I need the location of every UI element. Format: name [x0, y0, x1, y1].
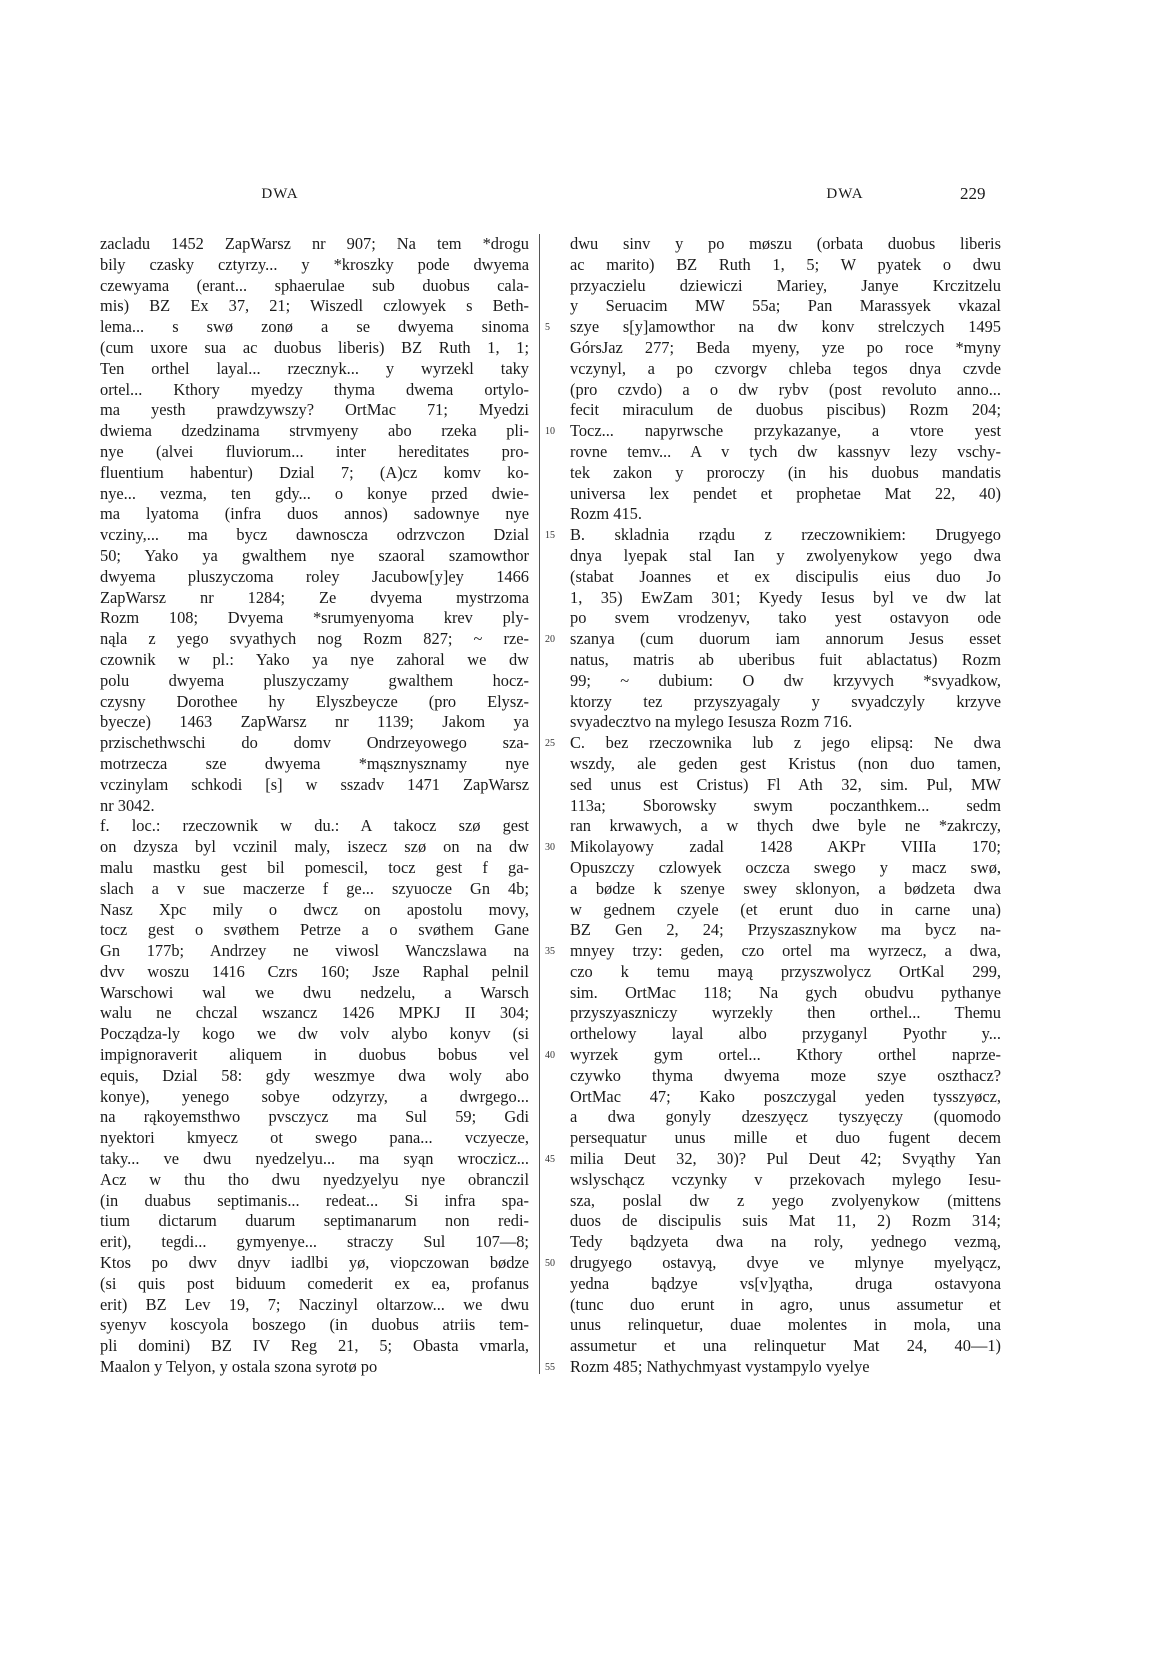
text-line: a bødze k szenye swey sklonyon, a bødzeta dwa	[570, 878, 1001, 898]
text-line: assumetur et una relinquetur Mat 24, 40—1)	[570, 1336, 1001, 1356]
text-line: on dzysza byl vczinil maly, iszecz szø on na dw	[100, 837, 529, 857]
text-line: przyaczielu dziewiczi Mariey, Janye Krczitzelu	[570, 275, 1001, 295]
text-line: pli domini) BZ IV Reg 21, 5; Obasta vmarla,	[100, 1336, 529, 1356]
text-line: duos de discipulis suis Mat 11, 2) Rozm 314;	[570, 1211, 1001, 1231]
line-number: 10	[545, 426, 555, 438]
text-line: ZapWarsz nr 1284; Ze dvyema mystrzoma	[100, 587, 529, 607]
text-line: na rąkoyemsthwo pvsczycz ma Sul 59; Gdi	[100, 1107, 529, 1127]
text-line: malu mastku gest bil pomescil, tocz gest f ga-	[100, 857, 529, 877]
text-line: byecze) 1463 ZapWarsz nr 1139; Jakom ya	[100, 712, 529, 732]
text-line: ac marito) BZ Ruth 1, 5; W pyatek o dwu	[570, 254, 1001, 274]
text-line: Opuszczy czlowyek oczcza swego y macz swø,	[570, 857, 1001, 877]
text-line: unus relinquetur, duae molentes in mola, una	[570, 1315, 1001, 1335]
text-line: wyrzek gym ortel... Kthory orthel naprze-	[570, 1045, 1001, 1065]
text-line: (tunc duo erunt in agro, unus assumetur et	[570, 1294, 1001, 1314]
text-line: (si quis post biduum comederit ex ea, profanus	[100, 1273, 529, 1293]
text-line: erit) BZ Lev 19, 7; Naczinyl oltarzow... we dwu	[100, 1294, 529, 1314]
text-line: ma yesth prawdzywszy? OrtMac 71; Myedzi	[100, 400, 529, 420]
text-line: erit), tegdi... gymyenye... straczy Sul 107—8;	[100, 1232, 529, 1252]
text-line: ran krwawych, a w thych dwe byle ne *zakrczy,	[570, 816, 1001, 836]
text-line: milia Deut 32, 30)? Pul Deut 42; Svyąthy Yan	[570, 1149, 1001, 1169]
text-line: bily czasky cztyrzy... y *kroszky pode dwyema	[100, 254, 529, 274]
text-line: dwiema dzedzinama strvmyeny abo rzeka pli-	[100, 421, 529, 441]
text-line: OrtMac 47; Kako poszczygal yeden tysszyøcz,	[570, 1086, 1001, 1106]
text-line: Acz w thu tho dwu nyedzyelyu nye obranczil	[100, 1169, 529, 1189]
text-line: fecit miraculum de duobus piscibus) Rozm 204;	[570, 400, 1001, 420]
text-line: fluentium habentur) Dzial 7; (A)cz komv ko-	[100, 462, 529, 482]
text-line: Tocz... napyrwsche przykazanye, a vtore yest	[570, 421, 1001, 441]
text-line: czywko thyma dwyema moze szye oszthacz?	[570, 1065, 1001, 1085]
text-line: czownik w pl.: Yako ya nye zahoral we dw	[100, 649, 529, 669]
text-line: Maalon y Telyon, y ostala szona syrotø po	[100, 1357, 378, 1377]
text-line: tocz gest o svøthem Petrze a o svøthem Gane	[100, 920, 529, 940]
text-line: dwyema pluszyczoma roley Jacubow[y]ey 1466	[100, 566, 529, 586]
text-line: vcziny,... ma bycz dawnoscza odrzvczon Dzial	[100, 525, 529, 545]
right-column	[570, 234, 1001, 1378]
text-line: wszdy, ale geden gest Kristus (non duo tamen,	[570, 753, 1001, 773]
text-line: ortel... Kthory myedzy thyma dwema ortylo-	[100, 379, 529, 399]
line-number: 55	[545, 1362, 555, 1374]
text-line: czysny Dorothee hy Elyszbeycze (pro Elysz-	[100, 691, 529, 711]
line-number: 5	[545, 322, 550, 334]
text-line: tium dictarum duarum septimanarum non redi-	[100, 1211, 529, 1231]
text-line: (in duabus septimanis... redeat... Si infra spa-	[100, 1190, 529, 1210]
text-line: czo k temu mayą przyszwolycz OrtKal 299,	[570, 961, 1001, 981]
text-line: 113a; Sborowsky swym poczanthkem... sedm	[570, 795, 1001, 815]
text-line: impignoraverit aliquem in duobus bobus vel	[100, 1045, 529, 1065]
text-line: dvv woszu 1416 Czrs 160; Jsze Raphal pelnil	[100, 961, 529, 981]
text-line: w gednem czyele (et erunt duo in carne una)	[570, 899, 1001, 919]
page-number: 229	[960, 184, 986, 203]
text-line: vczynyl, a po czvorgv chleba tegos dnya czvde	[570, 358, 1001, 378]
text-line: nr 3042.	[100, 795, 155, 815]
text-line: po svem vrodzenyv, tako yest ostavyon ode	[570, 608, 1001, 628]
text-line: yedna bądzye vs[v]yątha, druga ostavyona	[570, 1273, 1001, 1293]
text-line: sza, poslal dw z yego zvolyenykow (mittens	[570, 1190, 1001, 1210]
line-number: 15	[545, 530, 555, 542]
line-number: 50	[545, 1258, 555, 1270]
text-line: 50; Yako ya gwalthem nye szaoral szamowthor	[100, 545, 529, 565]
text-line: mnyey trzy: geden, czo ortel ma wyrzecz, a dwa,	[570, 941, 1001, 961]
text-line: (pro czvdo) a o dw rybv (post revoluto anno...	[570, 379, 1001, 399]
text-line: przischethwschi do domv Ondrzeyowego sza-	[100, 733, 529, 753]
text-line: mis) BZ Ex 37, 21; Wiszedl czlowyek s Beth-	[100, 296, 529, 316]
text-line: dnya lyepak stal Ian y zwolyenykow yego dwa	[570, 545, 1001, 565]
text-line: ma lyatoma (infra duos annos) sadownye nye	[100, 504, 529, 524]
text-line: Gn 177b; Andrzey ne viwosl Wanczslawa na	[100, 941, 529, 961]
running-head-right: DWA	[826, 186, 864, 202]
left-column	[100, 234, 529, 1378]
text-line: equis, Dzial 58: gdy weszmye dwa woly abo	[100, 1065, 529, 1085]
text-line: BZ Gen 2, 24; Przyszasznykow ma bycz na-	[570, 920, 1001, 940]
text-line: B. skladnia rządu z rzeczownikiem: Drugyego	[570, 525, 1001, 545]
text-line: konye), yenego sobye odzyrzy, a dwrgego...	[100, 1086, 529, 1106]
text-line: Tedy bądzyeta dwa na roly, yednego vezmą,	[570, 1232, 1001, 1252]
text-line: universa lex pendet et prophetae Mat 22, 40)	[570, 483, 1001, 503]
line-number: 35	[545, 946, 555, 958]
text-line: Warschowi wal we dwu nedzelu, a Warsch	[100, 982, 529, 1002]
text-line: nąla z yego svyathych nog Rozm 827; ~ rze-	[100, 629, 529, 649]
text-line: zacladu 1452 ZapWarsz nr 907; Na tem *drogu	[100, 234, 529, 253]
text-line: wslyschącz vczynky v przekovach mylego Iesu-	[570, 1169, 1001, 1189]
line-number: 30	[545, 842, 555, 854]
text-line: ktorzy tez przyszyagaly y svyadczyly krzyve	[570, 691, 1001, 711]
text-line: Ten orthel layal... rzecznyk... y wyrzekl taky	[100, 358, 529, 378]
text-line: walu ne chczal wszancz 1426 MPKJ II 304;	[100, 1003, 529, 1023]
text-line: C. bez rzeczownika lub z jego elipsą: Ne dwa	[570, 733, 1001, 753]
text-line: vczinylam schkodi [s] w sszadv 1471 ZapWarsz	[100, 774, 529, 794]
text-line: Mikolayowy zadal 1428 AKPr VIIIa 170;	[570, 837, 1001, 857]
text-line: GórsJaz 277; Beda myeny, yze po roce *myny	[570, 337, 1001, 357]
text-line: Począdza-ly kogo we dw volv alybo konyv (si	[100, 1024, 529, 1044]
text-line: 99; ~ dubium: O dw krzyvych *svyadkow,	[570, 670, 1001, 690]
text-line: (cum uxore sua ac duobus liberis) BZ Ruth 1, 1;	[100, 337, 529, 357]
text-line: drugyego ostavyą, dvye ve mlynye myelyącz,	[570, 1253, 1001, 1273]
text-line: a dwa gonyly dzeszyęcz tyszyęczy (quomodo	[570, 1107, 1001, 1127]
text-line: nyektori kmyecz ot swego pana... vczyecze,	[100, 1128, 529, 1148]
text-line: lema... s swø zonø a se dwyema sinoma	[100, 317, 529, 337]
text-line: Ktos po dwv dnyv iadlbi yø, viopczowan bødze	[100, 1253, 529, 1273]
text-line: nye (alvei fluviorum... inter hereditates pro-	[100, 441, 529, 461]
text-line: dwu sinv y po møszu (orbata duobus liberis	[570, 234, 1001, 253]
line-number: 20	[545, 634, 555, 646]
text-line: szye s[y]amowthor na dw konv strelczych 1495	[570, 317, 1001, 337]
text-line: natus, matris ab uberibus fuit ablactatus) Rozm	[570, 649, 1001, 669]
text-line: 1, 35) EwZam 301; Kyedy Iesus byl ve dw lat	[570, 587, 1001, 607]
text-line: sed unus est Cristus) Fl Ath 32, sim. Pul, MW	[570, 774, 1001, 794]
text-line: orthelowy layal albo przyganyl Pyothr y...	[570, 1024, 1001, 1044]
text-line: szanya (cum duorum iam annorum Jesus esset	[570, 629, 1001, 649]
text-line: (stabat Joannes et ex discipulis eius duo Jo	[570, 566, 1001, 586]
text-line: y Seruacim MW 55a; Pan Marassyek vkazal	[570, 296, 1001, 316]
text-line: svyadecztvo na mylego Iesusza Rozm 716.	[570, 712, 853, 732]
running-head-left: DWA	[261, 186, 299, 202]
text-line: f. loc.: rzeczownik w du.: A takocz szø gest	[100, 816, 529, 836]
text-line: Rozm 415.	[570, 504, 642, 524]
line-number: 25	[545, 738, 555, 750]
text-line: Rozm 485; Nathychmyast vystampylo vyelye	[570, 1357, 870, 1377]
text-line: syenyv koscyola boszego (in duobus atriis tem-	[100, 1315, 529, 1335]
text-line: polu dwyema pluszyczamy gwalthem hocz-	[100, 670, 529, 690]
column-rule	[539, 234, 540, 1374]
text-line: tek zakon y proroczy (in his duobus mandatis	[570, 462, 1001, 482]
text-line: czewyama (erant... sphaerulae sub duobus cala-	[100, 275, 529, 295]
text-line: slach a v sue maczerze f ge... szyuocze Gn 4b;	[100, 878, 529, 898]
text-line: sim. OrtMac 118; Na gych obudvu pythanye	[570, 982, 1001, 1002]
text-line: Nasz Xpc mily o dwcz on apostolu movy,	[100, 899, 529, 919]
text-line: nye... vezma, ten gdy... o konye przed dwie-	[100, 483, 529, 503]
text-line: motrzecza sze dwyema *mąsznysznamy nye	[100, 753, 529, 773]
text-line: persequatur unus mille et duo fugent decem	[570, 1128, 1001, 1148]
line-number: 45	[545, 1154, 555, 1166]
text-line: Rozm 108; Dvyema *srumyenyoma krev ply-	[100, 608, 529, 628]
line-number: 40	[545, 1050, 555, 1062]
text-line: rovne temv... A v tych dw kassnyv lezy vschy-	[570, 441, 1001, 461]
text-line: taky... ve dwu nyedzelyu... ma syąn wroczicz...	[100, 1149, 529, 1169]
text-line: przyszyaszniczy wyrzekly then orthel... Themu	[570, 1003, 1001, 1023]
